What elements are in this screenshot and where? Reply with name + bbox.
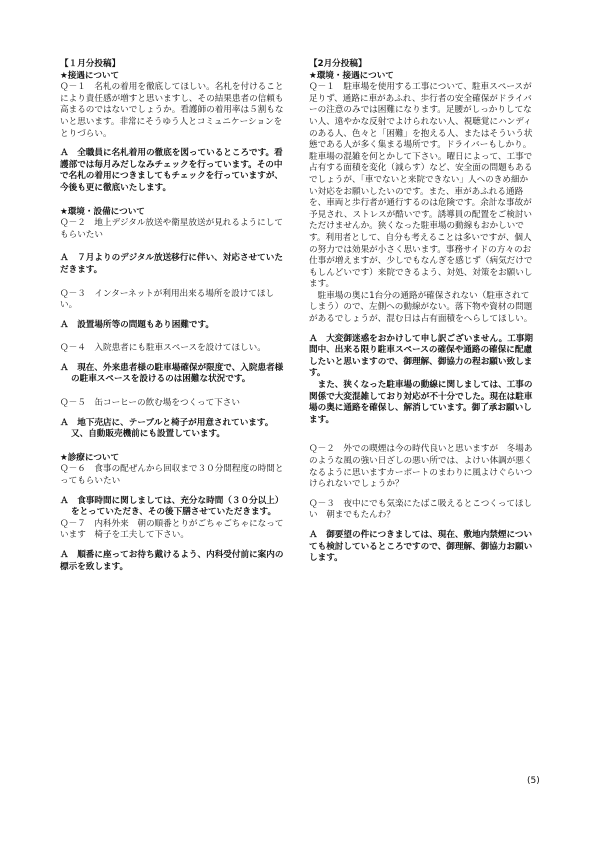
answer-7: Ａ 順番に座ってお待ち戴けるよう、内科受付前に案内の標示を致します。 bbox=[60, 550, 284, 572]
section-environment: ★環境・設備について bbox=[60, 206, 145, 217]
question-3-feb: Ｑ－３ 夜中にでも気楽にたばこ吸えるとこつくってほしい 朝までもたんわ？ bbox=[309, 498, 533, 521]
answer-2: Ａ ７月よりのデジタル放送移行に伴い、対応させていただきます。 bbox=[60, 253, 283, 275]
answer-1-feb-continued: また、狭くなった駐車場の動線に関しましては、工事の関係で大変混雑しており対応が不十分でした。現在は駐車場の奥に通路を確保し、解消しています。御了承お願いします。 bbox=[309, 380, 533, 425]
question-5: Ｑ－５ 缶コーヒーの飲む場をつくって下さい bbox=[60, 398, 240, 409]
section-hospitality: ★接遇について bbox=[60, 70, 120, 81]
question-2-feb: Ｑ－２ 外での喫煙は今の時代良いと思いますが 冬場あのような風の強い日ざしの悪い所では、よけい体調が悪くなるように思いますカーポートのまわりに風よけぐらいつけられないでしょうか？ bbox=[309, 444, 533, 490]
answer-6: Ａ 食事時間に関しましては、充分な時間（３０分以上）をとっていただき、その後下膳させていただきます。 bbox=[60, 495, 284, 518]
answer-1: Ａ 全職員に名札着用の徹底を図っているところです。看護部では毎月みだしなみチェックを行っています。その中で名札の着用につきましてもチェックを行っていますが、今後も更に徹底いたします。 bbox=[60, 148, 284, 193]
answer-4: Ａ 現在、外来患者様の駐車場確保が限度で、入院患者様の駐車スペースを設けるのは困難な状況です。 bbox=[60, 362, 284, 385]
answer-3-feb: Ａ 御要望の件につきましては、現在、敷地内禁煙についても検討しているところですので、御理解、御協力お願いします。 bbox=[309, 529, 533, 564]
answer-1-feb: Ａ 大変御迷惑をおかけして申し訳ございません。工事期間中、出来る限り駐車スペースの確保や通路の確保に配慮したいと思いますので、御理解、御協力の程お願い致します。 bbox=[309, 333, 533, 379]
left-column bbox=[60, 59, 286, 573]
question-2: Ｑ－２ 地上デジタル放送や衛星放送が見れるようにしてもらいたい bbox=[60, 218, 283, 240]
question-4: Ｑ－４ 入院患者にも駐車スペースを設けてほしい。 bbox=[60, 343, 266, 354]
question-7: Ｑ－７ 内科外来 朝の順番とりがごちゃごちゃになっています 椅子を工夫して下さい。 bbox=[60, 518, 284, 541]
answer-3: Ａ 設置場所等の問題もあり困難です。 bbox=[60, 319, 215, 330]
section-environment-hospitality: ★環境・接遇について bbox=[309, 70, 394, 81]
january-heading: 【１月分投稿】 bbox=[60, 59, 121, 69]
section-treatment: ★診療について bbox=[60, 452, 120, 463]
answer-5: Ａ 地下売店に、テーブルと椅子が用意されています。又、自動販売機前にも設置しています。 bbox=[60, 417, 274, 440]
question-6: Ｑ－６ 食事の配ぜんから回収まで３０分間程度の時間とってもらいたい bbox=[60, 464, 284, 487]
question-1-feb-continued: 駐車場の奥に1台分の通路が確保されない（駐車されてしまう）ので、左側への動線がない。落下物や資材の問題があるでしょうが、混む日は占有面積をへらしてほしい。 bbox=[309, 290, 533, 325]
question-1-feb: Ｑ－１ 駐車場を使用する工事について、駐車スペースが足りず、通路に車があふれ、歩行者の安全確保がドライバーの注意のみでは困難になります。足腰がしっかりしてない人、遠やかな反射でよけられない人、視聴覚にハンディのある人、色々と「困難」を抱える人、またはそういう状態である人が多く集まる場所です。ドライバーもしかり。駐車場の混雑を何とかして下さい。曜日によって、工事で占有する面積を変化（減らす）など、安全面の問題もあるでしょうが、「車でないと来院できない」人へのきめ細かい対応をお願いしたいのです。また、車があふれる通路を、車両と歩行者が通行するのは危険です。余計な事故が予見され、ストレスが酷いです。誘導員の配置をご検討いただけませんか。狭くなった駐車場の動線もおかしいです。利用者として、自分も考えることは多いですが、個人の努力では効果が小さく思います。事務サイドの方々のお仕事が増えますが、少しでもなんぎを感じず（病気だけでもしんどいです）来院できるよう、対処、対策をお願いします。 bbox=[309, 82, 533, 290]
question-1: Ｑ－１ 名札の着用を徹底してほしい。名札を付けることにより責任感が増すと思いますし、その結果患者の信頼も高まるのではないでしょうか。看護師の着用率は５割もないと思います。非常にそうゆう人とコミュニケーションをとりづらい。 bbox=[60, 82, 284, 139]
page-number: (5) bbox=[527, 776, 540, 786]
right-column bbox=[309, 59, 535, 565]
february-heading: 【2月分投稿】 bbox=[309, 59, 367, 69]
question-3: Ｑ－３ インターネットが利用出来る場所を設けてほしい。 bbox=[60, 288, 275, 311]
